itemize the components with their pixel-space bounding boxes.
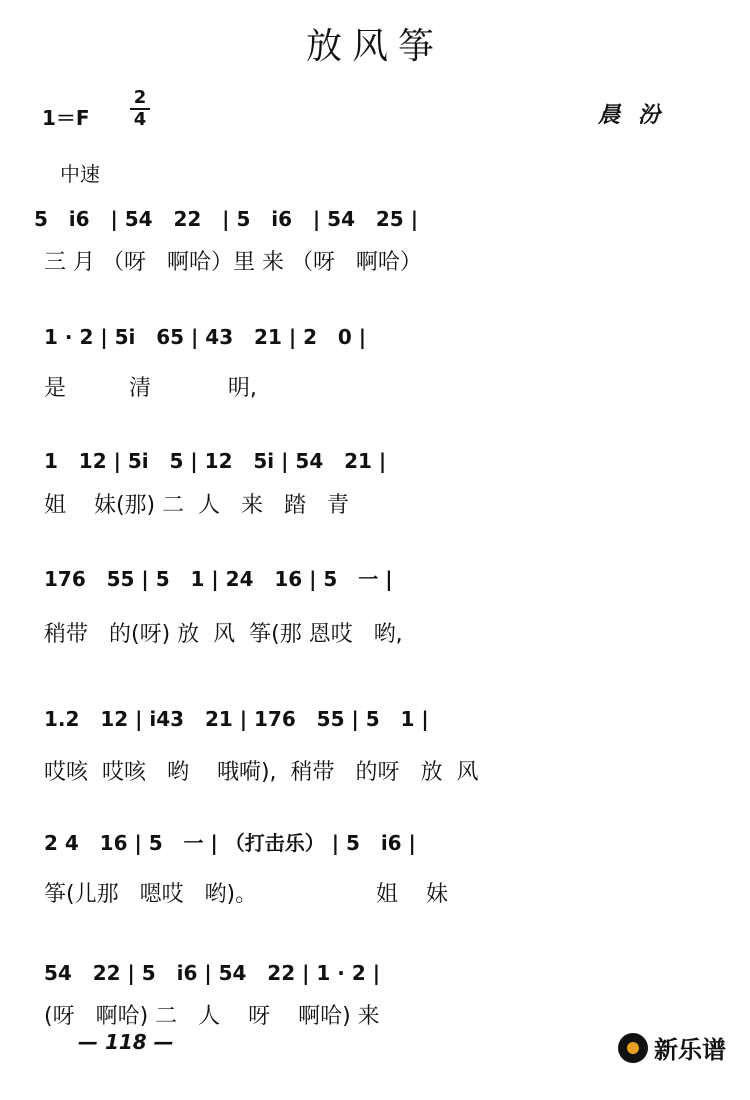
score-row-5-lyrics: 哎咳 哎咳 哟 哦嗬), 稍带 的呀 放 风 <box>44 760 479 785</box>
score-row-3-notes: 1 12 | 5i 5 | 12 5i | 54 21 | <box>44 449 387 473</box>
score-row-4-lyrics: 稍带 的(呀) 放 风 筝(那 恩哎 哟, <box>44 622 403 647</box>
key-signature: 1＝F <box>42 106 90 130</box>
score-row-3-lyrics: 姐 妹(那) 二 人 来 踏 青 <box>44 493 350 518</box>
meter-top: 2 <box>133 87 147 108</box>
page-number: — 118 — <box>78 1030 174 1054</box>
score-row-1-lyrics: 三 月 （呀 啊哈）里 来 （呀 啊哈） <box>44 250 422 275</box>
time-signature <box>128 88 152 130</box>
site-logo <box>618 1030 726 1065</box>
score-row-5-notes: 1.2 12 | i43 21 | 176 55 | 5 1 | <box>44 707 429 731</box>
composer-name: 晨汾 <box>598 103 679 128</box>
score-row-1-notes: 5 i6 | 54 22 | 5 i6 | 54 25 | <box>34 207 418 231</box>
score-row-2-notes: 1 · 2 | 5i 65 | 43 21 | 2 0 | <box>44 325 367 349</box>
score-row-4-notes: 176 55 | 5 1 | 24 16 | 5 一 | <box>44 567 393 591</box>
song-title: 放风筝 <box>305 26 444 67</box>
score-row-6-notes: 2 4 16 | 5 一 | （打击乐） | 5 i6 | <box>44 831 416 855</box>
score-row-7-notes: 54 22 | 5 i6 | 54 22 | 1 · 2 | <box>44 961 380 985</box>
tempo-marking: 中速 <box>60 162 100 186</box>
score-row-2-lyrics: 是 清 明, <box>44 376 257 401</box>
vinyl-record-icon <box>618 1033 648 1063</box>
logo-label: 新乐谱 <box>654 1036 726 1064</box>
score-row-7-lyrics: (呀 啊哈) 二 人 呀 啊哈) 来 <box>44 1004 380 1029</box>
meter-bottom: 4 <box>133 109 147 130</box>
score-row-6-lyrics: 筝(儿那 嗯哎 哟)。 姐 妹 <box>44 882 448 907</box>
